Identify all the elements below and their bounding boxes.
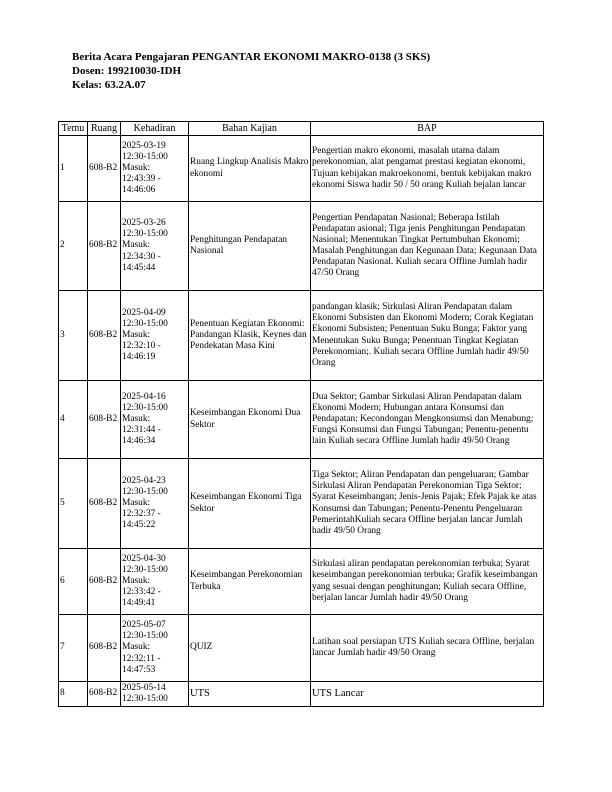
check-out-time: 14:46:06 (122, 185, 156, 196)
bap-notes: Pengertian makro ekonomi, masalah utama dalam perekonomian, alat pengamat prestasi kegiatan ekonomi, Tujuan kebijakan makroekonomi, bentuk kebijakan makro ekonomi Siswa hadir 50 / 50 orang Kuliah bejalan lancar (311, 136, 544, 202)
table-row (59, 136, 544, 202)
session-time: 12:30-15:00 (122, 229, 168, 240)
meeting-number: 1 (59, 136, 88, 202)
attendance-cell (121, 202, 189, 291)
study-topic: Keseimbangan Ekonomi Dua Sektor (189, 381, 311, 459)
room: 608-B2 (88, 381, 121, 459)
table-row (59, 682, 544, 707)
bap-notes: Latihan soal persiapan UTS Kuliah secara Offline, berjalan lancar Jumlah hadir 49/50 Orang (311, 615, 544, 682)
header-ruang: Ruang (88, 122, 121, 136)
meeting-number: 2 (59, 202, 88, 291)
session-time: 12:30-15:00 (122, 694, 168, 704)
check-out-time: 14:45:44 (122, 262, 156, 273)
study-topic: QUIZ (189, 615, 311, 682)
attendance-cell (121, 459, 189, 549)
room: 608-B2 (88, 459, 121, 549)
header-kehadiran: Kehadiran (121, 122, 189, 136)
check-in-time: 12:34:30 - (122, 251, 161, 262)
room: 608-B2 (88, 615, 121, 682)
document-header (72, 50, 430, 92)
table-row (59, 459, 544, 549)
check-in-time: 12:31:44 - (122, 425, 161, 436)
session-date: 2025-04-09 (122, 307, 166, 318)
bap-notes: pandangan klasik; Sirkulasi Aliran Pendapatan dalam Ekonomi Subsisten dan Ekonomi Modern; Corak Kegiatan Ekonomi Subsisten; Penentuan Suku Bunga; Faktor yang Menentukan Suku Bunga; Penentuan Tingkat Kegiatan Perekonomian;. Kuliah secara Offline Jumlah hadir 49/50 Orang (311, 291, 544, 381)
masuk-label: Masuk: (122, 329, 151, 340)
table-row (59, 291, 544, 381)
check-out-time: 14:45:22 (122, 520, 156, 531)
session-date: 2025-03-19 (122, 140, 166, 151)
lecturer-line: Dosen: 199210030-IDH (72, 65, 182, 77)
meeting-number: 5 (59, 459, 88, 549)
session-date: 2025-04-23 (122, 475, 166, 486)
check-out-time: 14:46:19 (122, 352, 156, 363)
class-line: Kelas: 63.2A.07 (72, 79, 146, 91)
session-date: 2025-05-14 (122, 682, 166, 693)
bap-notes: Tiga Sektor; Aliran Pendapatan dan pengeluaran; Gambar Sirkulasi Aliran Pendapatan Perekonomian Tiga Sektor; Syarat Keseimbangan; Jenis-Jenis Pajak; Efek Pajak ke atas Konsumsi dan Tabungan; Penentu-Penentu Pengeluaran PemerintahKuliah secara Offline berjalan lancar Jumlah hadir 49/50 Orang (311, 459, 544, 549)
attendance-cell (121, 549, 189, 615)
table-row (59, 202, 544, 291)
study-topic: Penghitungan Pendapatan Nasional (189, 202, 311, 291)
check-out-time: 14:46:34 (122, 436, 156, 447)
table-row (59, 615, 544, 682)
table-row (59, 381, 544, 459)
masuk-label: Masuk: (122, 497, 151, 508)
check-in-time: 12:43:39 - (122, 174, 161, 185)
bap-notes: Pengertian Pendapatan Nasional; Beberapa Istilah Pendapatan asional; Tiga jenis Penghitungan Pendapatan Nasional; Menentukan Tingkat Pertumbuhan Ekonomi; Masalah Penghitungan dan Kegunaan Data; Kegunaan Data Pendapatan Nasional. Kuliah secara Offline Jumlah hadir 47/50 Orang (311, 202, 544, 291)
table-row (59, 549, 544, 615)
attendance-cell (121, 136, 189, 202)
session-time: 12:30-15:00 (122, 631, 168, 642)
session-date: 2025-04-16 (122, 391, 166, 402)
session-time: 12:30-15:00 (122, 151, 168, 162)
document-title: Berita Acara Pengajaran PENGANTAR EKONOMI MAKRO-0138 (3 SKS) (72, 51, 431, 63)
room: 608-B2 (88, 136, 121, 202)
check-out-time: 14:49:41 (122, 598, 156, 609)
study-topic: Keseimbangan Perekonomian Terbuka (189, 549, 311, 615)
session-time: 12:30-15:00 (122, 402, 168, 413)
room: 608-B2 (88, 549, 121, 615)
meeting-number: 3 (59, 291, 88, 381)
bap-notes: UTS Lancar (311, 682, 544, 707)
meeting-number: 7 (59, 615, 88, 682)
session-date: 2025-04-30 (122, 553, 166, 564)
bap-notes: Sirkulasi aliran pendapatan perekonomian terbuka; Syarat keseimbangan perekonomian terbuka; Grafik keseimbangan yang sesuai dengan penghitungan; Kuliah secara Offline, berjalan lancar Jumlah hadir 49/50 Orang (311, 549, 544, 615)
masuk-label: Masuk: (122, 575, 151, 586)
attendance-cell (121, 615, 189, 682)
meeting-number: 6 (59, 549, 88, 615)
check-in-time: 12:33:42 - (122, 587, 161, 598)
study-topic: Penentuan Kegiatan Ekonomi: Pandangan Klasik, Keynes dan Pendekatan Masa Kini (189, 291, 311, 381)
header-temu: Temu (59, 122, 88, 136)
bap-notes: Dua Sektor; Gambar Sirkulasi Aliran Pendapatan dalam Ekonomi Modern; Hubungan antara Konsumsi dan Pendapatan; Kecondongan Mengkonsumsi dan Menabung; Fungsi Konsumsi dan Fungsi Tabungan; Penentu-penentu lain Kuliah secara Offline Jumlah hadir 49/50 Orang (311, 381, 544, 459)
check-in-time: 12:32:10 - (122, 341, 161, 352)
study-topic: UTS (189, 682, 311, 707)
attendance-cell (121, 381, 189, 459)
room: 608-B2 (88, 291, 121, 381)
masuk-label: Masuk: (122, 642, 151, 653)
attendance-cell (121, 682, 189, 707)
session-time: 12:30-15:00 (122, 564, 168, 575)
masuk-label: Masuk: (122, 240, 151, 251)
attendance-cell (121, 291, 189, 381)
check-in-time: 12:32:11 - (122, 653, 161, 664)
session-time: 12:30-15:00 (122, 486, 168, 497)
study-topic: Keseimbangan Ekonomi Tiga Sektor (189, 459, 311, 549)
meeting-number: 8 (59, 682, 88, 707)
session-date: 2025-03-26 (122, 218, 166, 229)
room: 608-B2 (88, 682, 121, 707)
check-out-time: 14:47:53 (122, 664, 156, 675)
table-header-row (59, 122, 544, 136)
teaching-record-table (58, 121, 544, 707)
check-in-time: 12:32:37 - (122, 509, 161, 520)
header-bap: BAP (311, 122, 544, 136)
header-bahan-kajian: Bahan Kajian (189, 122, 311, 136)
masuk-label: Masuk: (122, 413, 151, 424)
study-topic: Ruang Lingkup Analisis Makro ekonomi (189, 136, 311, 202)
room: 608-B2 (88, 202, 121, 291)
masuk-label: Masuk: (122, 162, 151, 173)
meeting-number: 4 (59, 381, 88, 459)
session-time: 12:30-15:00 (122, 318, 168, 329)
session-date: 2025-05-07 (122, 620, 166, 631)
